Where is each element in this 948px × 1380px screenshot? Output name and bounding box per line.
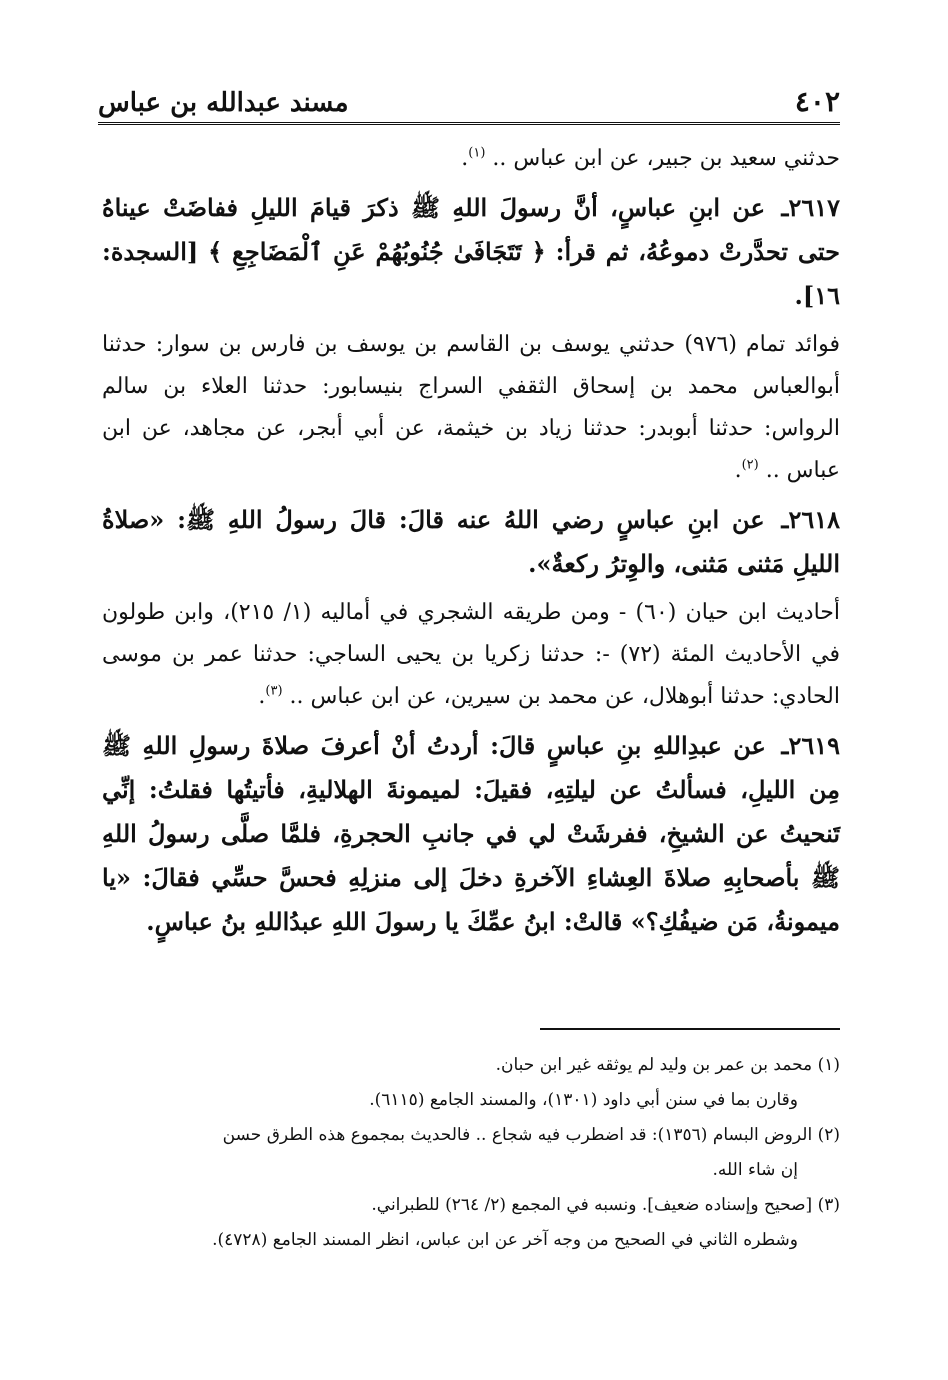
footnote-3: (٣) [صحيح وإسناده ضعيف]. ونسبه في المجمع (٢/ ٢٦٤) للطبراني. [371,1195,840,1215]
hadith-number: ٢٦١٧ـ [781,193,841,222]
footnote-ref-2: (٢) [741,457,759,473]
hadith-2617 [102,186,840,318]
hadith-text: عن ابنِ عباسٍ رضي اللهُ عنه قالَ: قالَ رسولُ اللهِ ﷺ: «صلاةُ الليلِ مَثنى مَثنى، والوِترُ ركعةٌ». [102,505,840,578]
footnote-divider [540,1028,840,1030]
page-number: ٤٠٢ [794,85,840,118]
footnote-ref-3: (٣) [265,683,283,699]
intro-continuation: حدثني سعيد بن جبير، عن ابن عباس .. $^{(١)}$. [461,145,840,171]
hadith-text: عن عبدِاللهِ بنِ عباسٍ قالَ: أردتُ أنْ أعرفَ صلاةَ رسولِ اللهِ ﷺ مِن الليلِ، فسألتُ عن ليلتِهِ، فقيلَ: لميمونةَ الهلاليةِ، فأتيتُها فقلتُ: إنِّي تَنحيتُ عن الشيخِ، ففرشَتْ لي في جانبِ الحجرةِ، فلمَّا صلَّى رسولُ اللهِ ﷺ بأصحابِهِ صلاةَ العِشاءِ الآخرةِ دخلَ إلى منزلِهِ فحسَّ حسِّي فقالَ: «يا ميمونةُ، مَن ضيفُكِ؟» قالتْ: ابنُ عمِّكَ يا رسولَ اللهِ عبدُاللهِ بنُ عباسٍ. [102,731,840,936]
footnote-2-continued: إن شاء الله. [712,1160,798,1180]
hadith-text: عن ابنِ عباسٍ، أنَّ رسولَ اللهِ ﷺ ذكرَ قيامَ الليلِ ففاضَتْ عيناهُ حتى تحدَّرتْ دموعُهُ، ثم قرأ: ﴿ تَتَجَافَىٰ جُنُوبُهُمْ عَنِ ٱلْمَضَاجِعِ ﴾ [السجدة: ١٦]. [102,193,840,310]
hadith-2619 [102,724,840,944]
footnotes [102,1048,840,1258]
hadith-number: ٢٦١٩ـ [781,731,840,760]
source-text: فوائد تمام (٩٧٦) حدثني يوسف بن القاسم بن يوسف بن فارس بن سوار: حدثنا أبوالعباس محمد بن إسحاق الثقفي السراج بنيسابور: حدثنا العلاء بن سالم الرواس: حدثنا أبوبدر: حدثنا زياد بن خيثمة، عن أبي أبجر، عن مجاهد، عن ابن عباس .. [102,332,840,483]
source-2618: أحاديث ابن حيان (٦٠) - ومن طريقه الشجري في أماليه (١/ ٢١٥)، وابن طولون في الأحاديث المئة (٧٢) -: حدثنا زكريا بن يحيى الساجي: حدثنا عمر بن موسى الحادي: حدثنا أبوهلال، عن محمد بن سيرين، عن ابن عباس .. $^{(٣)}$. [102,600,840,709]
footnote-2: (٢) الروض البسام (١٣٥٦): قد اضطرب فيه شجاع .. فالحديث بمجموع هذه الطرق حسن [222,1125,840,1145]
hadith-2618 [102,498,840,586]
footnote-ref-1: (١) [468,145,486,161]
footnote-1-continued: وقارن بما في سنن أبي داود (١٣٠١)، والمسند الجامع (٦١١٥). [369,1090,798,1110]
page-body [102,138,840,950]
source-text: أحاديث ابن حيان (٦٠) - ومن طريقه الشجري في أماليه (١/ ٢١٥)، وابن طولون في الأحاديث المئة (٧٢) -: حدثنا زكريا بن يحيى الساجي: حدثنا عمر بن موسى الحادي: حدثنا أبوهلال، عن محمد بن سيرين، عن ابن عباس .. [102,600,840,709]
hadith-number: ٢٦١٨ـ [781,505,840,534]
footnote-1: (١) محمد بن عمر بن وليد لم يوثقه غير ابن حبان. [495,1055,840,1075]
footnote-3-continued: وشطره الثاني في الصحيح من وجه آخر عن ابن عباس، انظر المسند الجامع (٤٧٢٨). [212,1230,798,1250]
source-2617: فوائد تمام (٩٧٦) حدثني يوسف بن القاسم بن يوسف بن فارس بن سوار: حدثنا أبوالعباس محمد بن إسحاق الثقفي السراج بنيسابور: حدثنا العلاء بن سالم الرواس: حدثنا أبوبدر: حدثنا زياد بن خيثمة، عن أبي أبجر، عن مجاهد، عن ابن عباس .. $^{(٢)}$. [102,332,840,483]
intro-text: حدثني سعيد بن جبير، عن ابن عباس .. [485,146,840,171]
page-header [98,78,840,125]
running-title: مسند عبدالله بن عباس [98,88,349,118]
